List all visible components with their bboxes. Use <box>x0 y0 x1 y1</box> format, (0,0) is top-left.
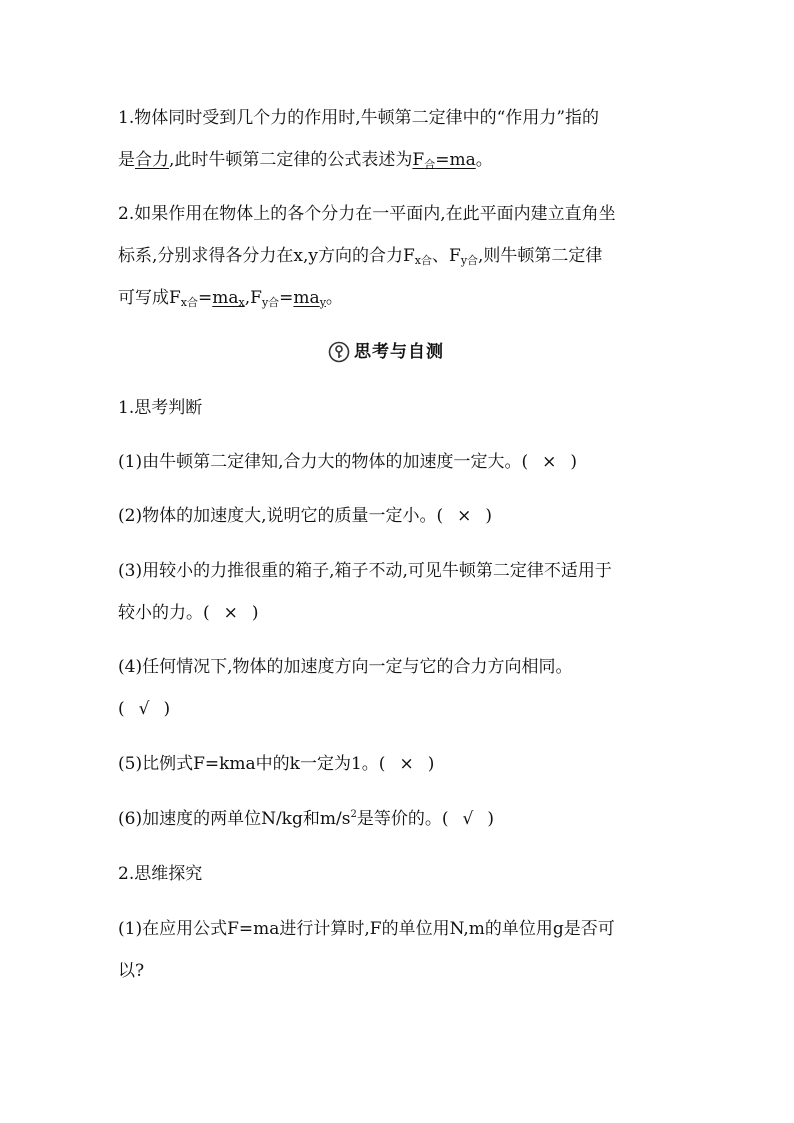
judgment-item-3-line-2: 较小的力。( × ) <box>118 594 680 632</box>
paragraph-2-line-3: 可写成$F_{x合}=ma_x,F_{y合}=ma_y$。 <box>118 288 343 309</box>
judgment-item-5: (5)比例式F=kma中的k一定为1。( × ) <box>118 745 680 783</box>
answer-mark: × <box>399 754 414 774</box>
answer-mark: √ <box>138 699 150 719</box>
text: ,此时牛顿第二定律的公式表述为 <box>169 150 413 170</box>
judgment-item-3-line-1: (3)用较小的力推很重的箱子,箱子不动,可见牛顿第二定律不适用于 <box>118 561 612 581</box>
text: 是 <box>118 150 135 170</box>
subsection-title-inquiry: 2.思维探究 <box>118 864 203 884</box>
answer-mark: × <box>223 603 238 623</box>
subsection-title-judgment: 1.思考判断 <box>118 398 203 418</box>
judgment-item-6: (6)加速度的两单位N/kg和$m/s^2$是等价的。( √ ) <box>118 800 680 838</box>
judgment-item-1: (1)由牛顿第二定律知,合力大的物体的加速度一定大。( × ) <box>118 443 680 481</box>
formula-max: $ma_x$ <box>212 288 245 309</box>
answer-resultant-force: 合力 <box>135 150 169 170</box>
answer-mark: × <box>457 506 472 526</box>
heading-title: 思考与自测 <box>354 342 444 362</box>
paragraph-2-line-1: 2.如果作用在物体上的各个分力在一平面内,在此平面内建立直角坐 <box>118 204 616 224</box>
paragraph-1-line-2 <box>118 141 680 179</box>
key-lock-icon <box>328 341 350 363</box>
text: 。 <box>475 150 493 170</box>
section-heading <box>328 340 462 364</box>
answer-mark: × <box>542 452 557 472</box>
judgment-item-4-line-2: ( √ ) <box>118 690 680 728</box>
paragraph-1-line-1: 1.物体同时受到几个力的作用时,牛顿第二定律中的“作用力”指的 <box>118 108 600 128</box>
judgment-item-2: (2)物体的加速度大,说明它的质量一定小。( × ) <box>118 497 680 535</box>
formula-f-net: $F_合=ma$ <box>412 150 476 171</box>
formula-may: $ma_y$ <box>293 288 326 309</box>
inquiry-item-1-line-2: 以? <box>118 961 145 981</box>
answer-mark: √ <box>462 809 474 829</box>
inquiry-item-1-line-1: (1)在应用公式F=ma进行计算时,F的单位用N,m的单位用g是否可 <box>118 919 615 939</box>
paragraph-2-line-2: 标系,分别求得各分力在x,y方向的合力$F_{x合}$、$F_{y合}$,则牛顿第二定律 <box>118 246 603 267</box>
judgment-item-4-line-1: (4)任何情况下,物体的加速度方向一定与它的合力方向相同。 <box>118 657 573 677</box>
